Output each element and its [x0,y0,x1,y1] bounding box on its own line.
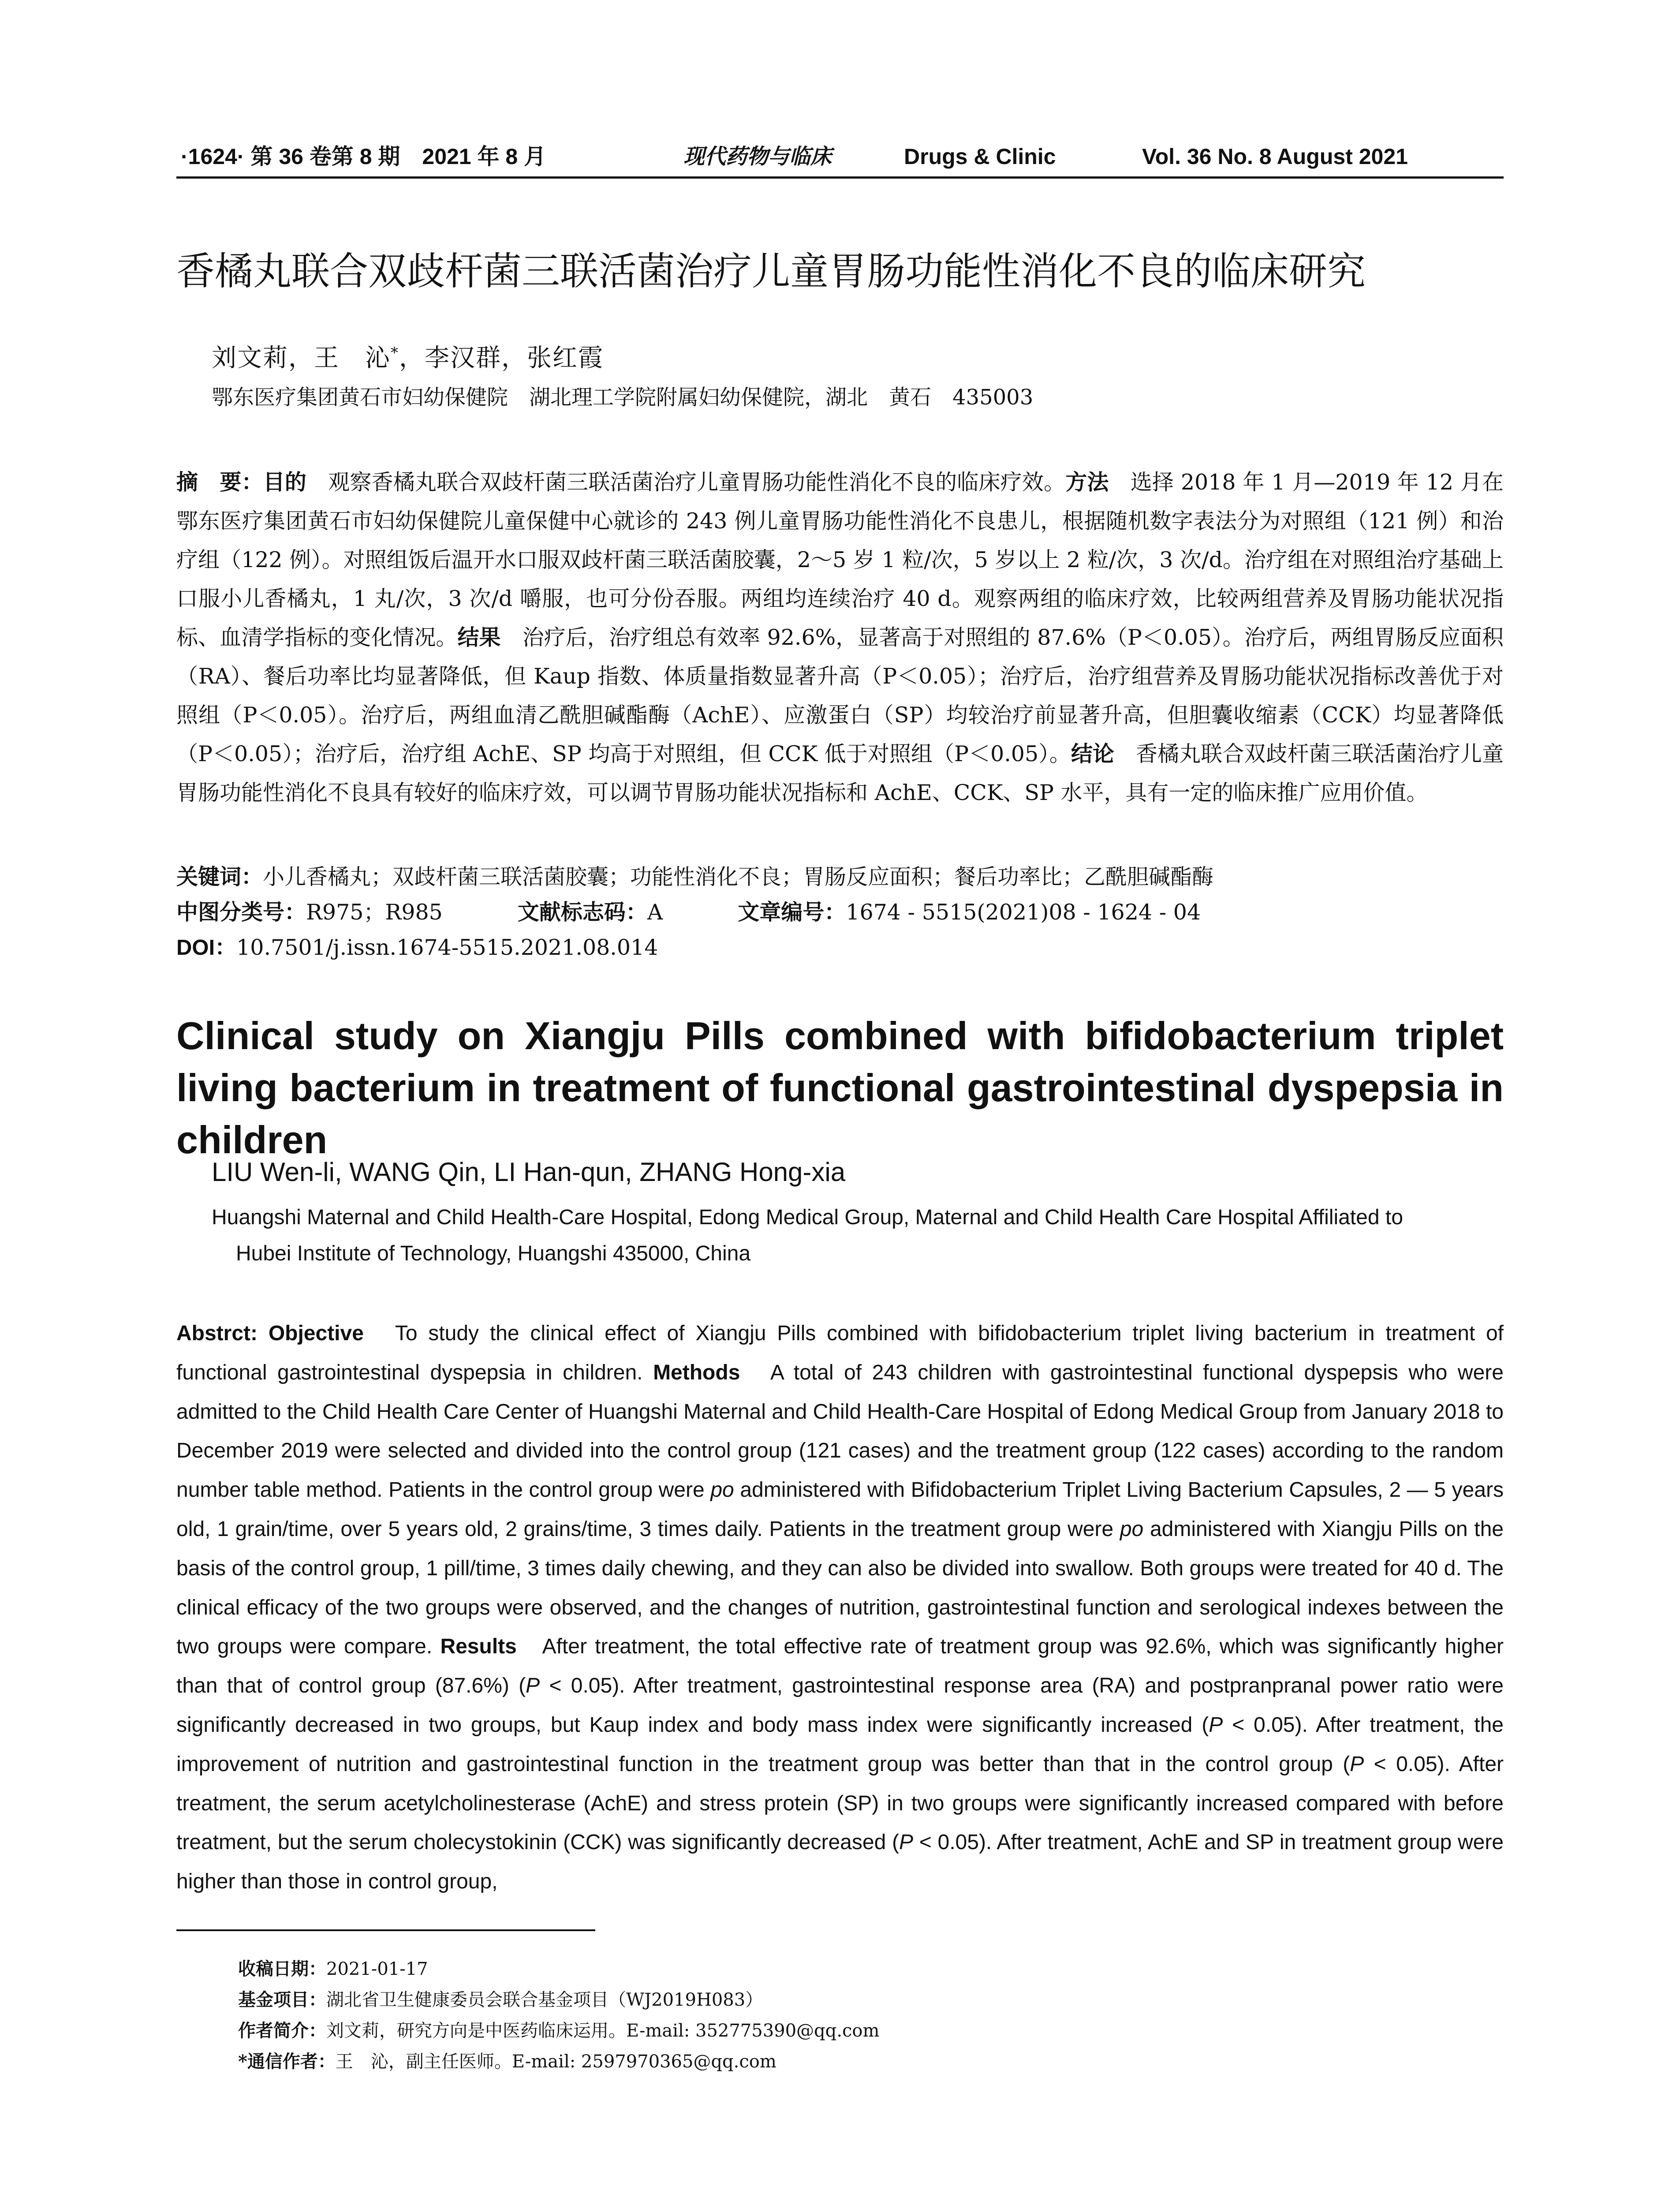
header-volume-en: Vol. 36 No. 8 August 2021 [1142,144,1408,169]
doc-code-value: A [647,900,663,925]
clc-value: R975；R985 [306,900,443,925]
en-objective: To study the clinical effect of Xiangju Pills combined with bifidobacterium triplet living bacterium in treatment of functional gastrointestinal dyspepsia in children. [176,1322,1504,1384]
header-journal-en: Drugs & Clinic [904,144,1056,169]
en-p-2: P [1209,1713,1223,1737]
en-results-label: Results [440,1635,517,1659]
clc-label: 中图分类号： [176,901,306,924]
cn-abstract-label: 摘 要： [176,471,263,494]
cn-methods: 选择 2018 年 1 月—2019 年 12 月在鄂东医疗集团黄石市妇幼保健院儿童保健中心就诊的 243 例儿童胃肠功能性消化不良患儿，根据随机数字表法分为对照组（121 例）和治疗组（122 例）。对照组饭后温开水口服双歧杆菌三联活菌胶囊，2～5 岁 1 粒/次，5 岁以上 2 粒/次，3 次/d。治疗组在对照组治疗基础上口服小儿香橘丸，1 丸/次，3 次/d 嚼服，也可分份吞服。两组均连续治疗 40 d。观察两组的临床疗效，比较两组营养及胃肠功能状况指标、血清学指标的变化情况。 [176,470,1504,650]
en-p-1: P [526,1674,540,1698]
en-po-1: po [710,1478,734,1502]
en-results-5: < 0.05). After treatment, AchE and SP in treatment group were higher than those in control group, [176,1831,1504,1894]
article-no-value: 1674 - 5515(2021)08 - 1624 - 04 [846,900,1201,925]
en-abstract [176,1314,1504,1902]
doi-label: DOI： [176,936,237,960]
en-affiliation-line2: Hubei Institute of Technology, Huangshi 435000, China [236,1242,751,1265]
en-results-1: After treatment, the total effective rate of treatment group was 92.6%, which was significantly higher than that of control group (87.6%) ( [176,1635,1504,1698]
cn-authors-names: 刘文莉，王 沁 [212,344,391,373]
corr-value: 王 沁，副主任医师。E-mail: 2597970365@qq.com [335,2052,777,2072]
en-p-4: P [899,1831,914,1854]
footnote-author-bio [238,2015,879,2046]
footnote-fund [238,1984,763,2015]
cn-affiliation: 鄂东医疗集团黄石市妇幼保健院 湖北理工学院附属妇幼保健院，湖北 黄石 435003 [212,385,1034,410]
keywords-value: 小儿香橘丸；双歧杆菌三联活菌胶囊；功能性消化不良；胃肠反应面积；餐后功率比；乙酰胆碱酯酶 [263,864,1214,889]
cn-methods-label: 方法 [1065,471,1109,494]
en-objective-label: Objective [268,1322,364,1345]
header-rule [176,176,1504,179]
en-p-3: P [1350,1752,1364,1776]
footnote-received [238,1954,428,1984]
fund-value: 湖北省卫生健康委员会联合基金项目（WJ2019H083） [326,1990,763,2010]
doc-code-label: 文献标志码： [517,901,647,924]
keywords-label: 关键词： [176,865,263,889]
cn-results-label: 结果 [457,626,501,650]
article-no-label: 文章编号： [738,901,846,924]
en-results-3: < 0.05). After treatment, the improvement of nutrition and gastrointestinal function in the treatment group was better than that in the control group ( [176,1713,1504,1776]
header-page-issue: ·1624· 第 36 卷第 8 期 2021 年 8 月 [181,144,546,169]
en-methods-3: administered with Xiangju Pills on the basis of the control group, 1 pill/time, 3 times daily chewing, and they can also be divided into swallow. Both groups were treated for 40 d. The clinical efficacy of the two groups were observed, and the changes of nutrition, gastrointestinal function and serological indexes between the two groups were compare. [176,1517,1504,1659]
bio-label: 作者简介： [238,2020,326,2041]
cn-authors [212,335,604,376]
doi-value: 10.7501/j.issn.1674-5515.2021.08.014 [236,935,658,960]
footnote-corresponding [238,2046,777,2077]
fund-label: 基金项目： [238,1989,326,2010]
en-results-2: < 0.05). After treatment, gastrointestinal response area (RA) and postpranpranal power ratio were significantly decreased in two groups, but Kaup index and body mass index were significantly increased ( [176,1674,1504,1737]
running-header [176,140,1504,173]
cn-objective-label: 目的 [263,471,307,494]
en-abstract-label: Abstrct: [176,1322,258,1345]
en-title: Clinical study on Xiangju Pills combined with bifidobacterium triplet living bacterium in treatment of functional gastrointestinal dyspepsia in children [176,1014,1504,1162]
en-po-2: po [1120,1517,1144,1541]
received-label: 收稿日期： [238,1958,326,1979]
header-journal-cn: 现代药物与临床 [683,144,832,169]
cn-classification [176,895,1201,930]
corresponding-mark: * [391,344,399,362]
cn-conclusion: 香橘丸联合双歧杆菌三联活菌治疗儿童胃肠功能性消化不良具有较好的临床疗效，可以调节胃肠功能状况指标和 AchE、CCK、SP 水平，具有一定的临床推广应用价值。 [176,741,1504,805]
received-value: 2021-01-17 [326,1959,428,1979]
cn-keywords [176,860,1213,894]
en-results-4: < 0.05). After treatment, the serum acetylcholinesterase (AchE) and stress protein (SP) in two groups were significantly increased compared with before treatment, but the serum cholecystokinin (CCK) was significantly decreased ( [176,1752,1504,1854]
corr-label: *通信作者： [238,2051,336,2072]
footnote-rule [176,1929,595,1931]
bio-value: 刘文莉，研究方向是中医药临床运用。E-mail: 352775390@qq.com [326,2021,880,2041]
cn-results: 治疗后，治疗组总有效率 92.6%，显著高于对照组的 87.6%（P＜0.05）。治疗后，两组胃肠反应面积（RA）、餐后功率比均显著降低，但 Kaup 指数、体质量指数显著升高（P＜0.05）；治疗后，治疗组营养及胃肠功能状况指标改善优于对照组（P＜0.05）。治疗后，两组血清乙酰胆碱酯酶（AchE）、应激蛋白（SP）均较治疗前显著升高，但胆囊收缩素（CCK）均显著降低（P＜0.05）；治疗后，治疗组 AchE、SP 均高于对照组，但 CCK 低于对照组（P＜0.05）。 [176,625,1504,766]
cn-objective: 观察香橘丸联合双歧杆菌三联活菌治疗儿童胃肠功能性消化不良的临床疗效。 [306,470,1066,495]
en-methods-1: A total of 243 children with gastrointestinal functional dyspepsis who were admitted to the Child Health Care Center of Huangshi Maternal and Child Health-Care Hospital of Edong Medical Group from January 2018 to December 2019 were selected and divided into the control group (121 cases) and the treatment group (122 cases) according to the random number table method. Patients in the control group were [176,1360,1504,1502]
en-methods-2: administered with Bifidobacterium Triplet Living Bacterium Capsules, 2 — 5 years old, 1 grain/time, over 5 years old, 2 grains/time, 3 times daily. Patients in the treatment group were [176,1478,1504,1541]
en-authors: LIU Wen-li, WANG Qin, LI Han-qun, ZHANG Hong-xia [212,1157,846,1187]
en-affiliation-line1: Huangshi Maternal and Child Health-Care Hospital, Edong Medical Group, Maternal and Child Health Care Hospital Affiliated to [212,1206,1403,1229]
en-affiliation [212,1200,1504,1272]
cn-doi [176,931,658,965]
en-methods-label: Methods [653,1360,740,1384]
cn-title: 香橘丸联合双歧杆菌三联活菌治疗儿童胃肠功能性消化不良的临床研究 [176,249,1366,294]
cn-authors-rest: ，李汉群，张红霞 [399,344,604,373]
cn-conclusion-label: 结论 [1071,742,1114,766]
cn-abstract [176,463,1504,812]
